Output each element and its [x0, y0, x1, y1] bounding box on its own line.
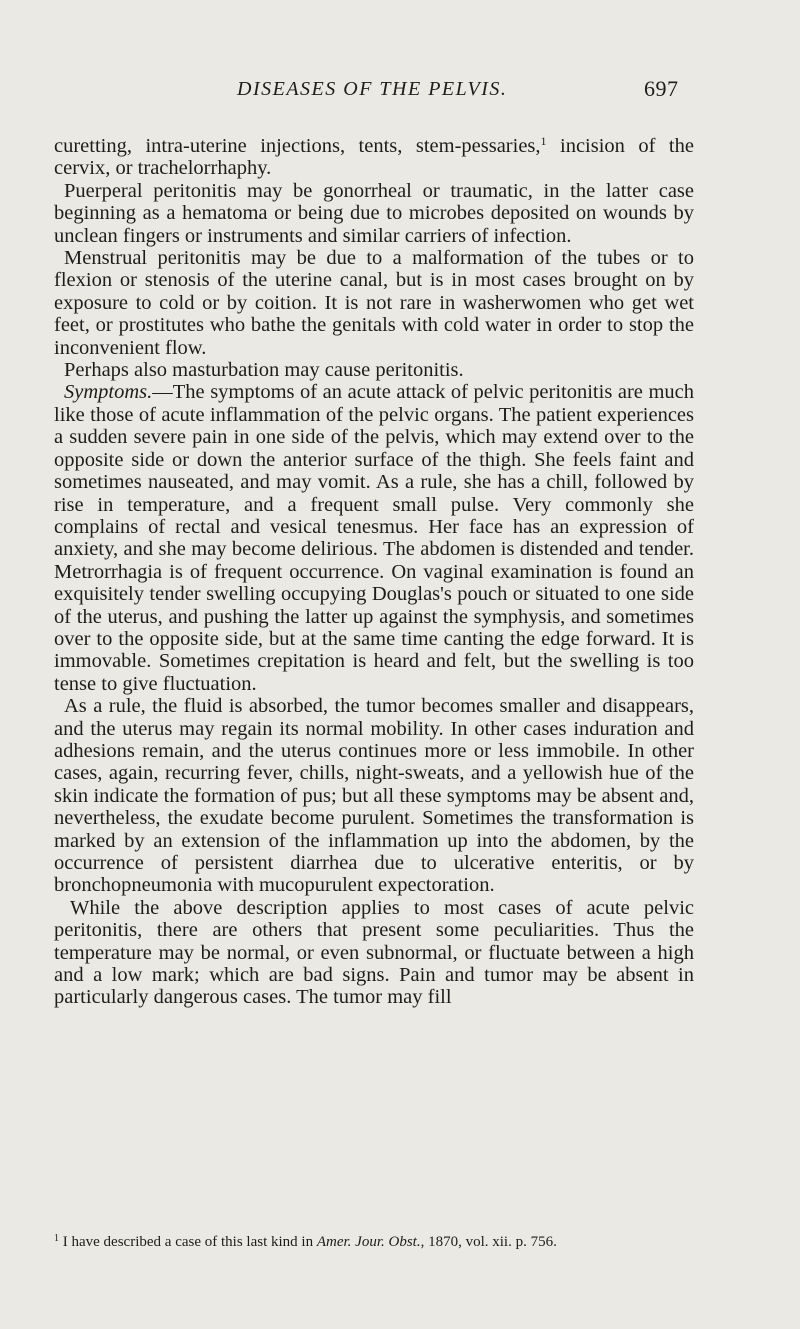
symptoms-text: —The symptoms of an acute attack of pelvic peritonitis are much like those of acute inflammation of the pelvic organs. The patient experiences a sudden severe pain in one side of the pelvis, which may extend over to the opposite side or down the anterior surface of the thigh. She feels faint and sometimes nauseated, and may vomit. As a rule, she has a chill, followed by rise in temperature, and a frequent small pulse. Very commonly she complains of rectal and vesical tenesmus. Her face has an expression of anxiety, and she may become delirious. The abdomen is distended and tender. Metrorrhagia is of frequent occurrence. On vaginal examination is found an exquisitely tender swelling occupying Douglas's pouch or situated to one side of the uterus, and pushing the latter up against the symphysis, and sometimes over to the opposite side, but at the same time canting the edge forward. It is immovable. Sometimes crepitation is heard and felt, but the swelling is too tense to give fluctuation.	[54, 381, 694, 695]
footnote-journal: Amer. Jour. Obst.	[316, 1234, 421, 1250]
paragraph-masturbation: Perhaps also masturbation may cause peritonitis.	[64, 359, 464, 382]
running-head-title: DISEASES OF THE PELVIS.	[237, 78, 508, 100]
footnote-text: I have described a case of this last kind in	[59, 1234, 317, 1250]
symptoms-heading: Symptoms.	[64, 381, 153, 404]
paragraph-variations: While the above description applies to most cases of acute pelvic peritonitis, there are others that present some peculiarities. Thus the temperature may be normal, or even subnormal, or fluctuate between a high and a low mark; which are bad signs. Pain and tumor may be absent in particularly dangerous cases. The tumor may fill	[54, 896, 694, 1009]
continuation-text-end: incision of the cervix, or trachelorrhaphy.	[54, 135, 694, 180]
paragraph-puerperal: Puerperal peritonitis may be gonorrheal or traumatic, in the latter case beginning as a hematoma or being due to microbes deposited on wounds by unclean fingers or instruments and similar carriers of infection.	[54, 179, 694, 247]
body-text	[54, 135, 694, 1009]
page-number: 697	[644, 76, 679, 101]
footnote-mark: 1	[54, 1233, 59, 1244]
paragraph-absorption: As a rule, the fluid is absorbed, the tumor becomes smaller and disappears, and the uterus may regain its normal mobility. In other cases induration and adhesions remain, and the uterus continues more or less immobile. In other cases, again, recurring fever, chills, night-sweats, and a yellowish hue of the skin indicate the formation of pus; but all these symptoms may be absent and, nevertheless, the exudate become purulent. Sometimes the transformation is marked by an extension of the inflammation up into the abdomen, by the occurrence of persistent diarrhea due to ulcerative enteritis, or by bronchopneumonia with mucopurulent expectoration.	[54, 695, 694, 897]
paragraph-continuation	[54, 135, 694, 180]
footnote	[54, 1234, 694, 1251]
footnote-citation: , 1870, vol. xii. p. 756.	[420, 1234, 557, 1250]
continuation-text: curetting, intra-uterine injections, tents, stem-pessaries,	[54, 135, 541, 157]
paragraph-symptoms	[54, 381, 694, 695]
footnote-reference: 1	[540, 134, 547, 148]
paragraph-menstrual: Menstrual peritonitis may be due to a malformation of the tubes or to flexion or stenosis of the uterine canal, but is in most cases brought on by exposure to cold or by coition. It is not rare in washerwomen who get wet feet, or prostitutes who bathe the genitals with cold water in order to stop the inconvenient flow.	[54, 247, 694, 359]
